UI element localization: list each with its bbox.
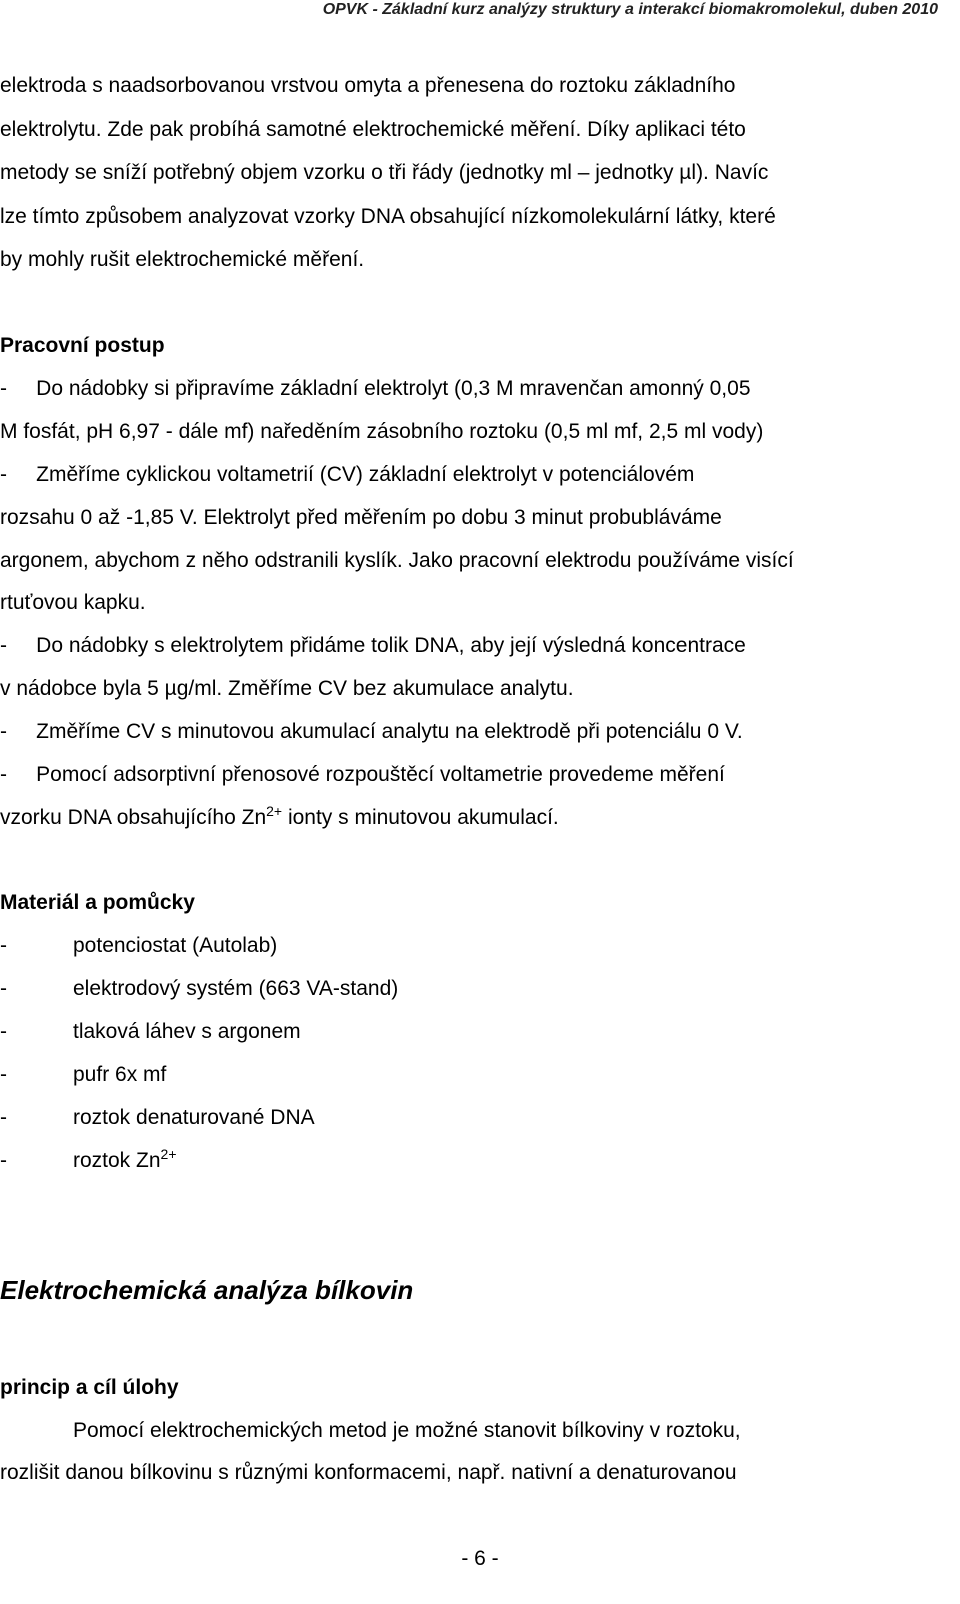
procedure-line-2: M fosfát, pH 6,97 - dále mf) naředěním zásobního roztoku (0,5 ml mf, 2,5 ml vody): [0, 420, 764, 443]
running-header: OPVK - Základní kurz analýzy struktury a interakcí biomakromolekul, duben 2010: [322, 1, 938, 18]
materials-item-6-text: roztok Zn: [73, 1149, 161, 1172]
materials-item-1: potenciostat (Autolab): [73, 934, 278, 957]
procedure-line-1: - Do nádobky si připravíme základní elektrolyt (0,3 M mravenčan amonný 0,05: [0, 377, 751, 400]
principle-line-2: rozlišit danou bílkovinu s různými konformacemi, např. nativní a denaturovanou: [0, 1461, 737, 1484]
procedure-line-8: v nádobce byla 5 µg/ml. Změříme CV bez akumulace analytu.: [0, 677, 574, 700]
zn-charge-superscript: 2+: [160, 1146, 177, 1162]
procedure-line-7: - Do nádobky s elektrolytem přidáme tolik DNA, aby její výsledná koncentrace: [0, 634, 746, 657]
intro-line-1: elektroda s naadsorbovanou vrstvou omyta a přenesena do roztoku základního: [0, 74, 736, 97]
procedure-line-4: rozsahu 0 až -1,85 V. Elektrolyt před měřením po dobu 3 minut probubláváme: [0, 506, 722, 529]
procedure-line-5: argonem, abychom z něho odstranili kyslík. Jako pracovní elektrodu používáme visící: [0, 549, 794, 572]
procedure-line-6: rtuťovou kapku.: [0, 591, 146, 614]
procedure-heading: Pracovní postup: [0, 334, 165, 357]
principle-line-1: Pomocí elektrochemických metod je možné stanovit bílkoviny v roztoku,: [73, 1419, 741, 1442]
materials-item-2: elektrodový systém (663 VA-stand): [73, 977, 399, 1000]
section-title: Elektrochemická analýza bílkovin: [0, 1275, 414, 1305]
list-dash: -: [0, 1106, 7, 1129]
list-dash: -: [0, 1063, 7, 1086]
procedure-last-text-end: ionty s minutovou akumulací.: [282, 806, 559, 829]
intro-line-3: metody se sníží potřebný objem vzorku o tři řády (jednotky ml – jednotky µl). Navíc: [0, 161, 769, 184]
list-dash: -: [0, 934, 7, 957]
list-dash: -: [0, 1149, 7, 1172]
materials-item-5: roztok denaturované DNA: [73, 1106, 315, 1129]
procedure-line-9: - Změříme CV s minutovou akumulací analytu na elektrodě při potenciálu 0 V.: [0, 720, 743, 743]
materials-heading: Materiál a pomůcky: [0, 891, 195, 914]
list-dash: -: [0, 977, 7, 1000]
materials-item-3: tlaková láhev s argonem: [73, 1020, 301, 1043]
intro-line-5: by mohly rušit elektrochemické měření.: [0, 248, 365, 271]
materials-item-4: pufr 6x mf: [73, 1063, 167, 1086]
intro-line-2: elektrolytu. Zde pak probíhá samotné elektrochemické měření. Díky aplikaci této: [0, 118, 746, 141]
procedure-line-10: - Pomocí adsorptivní přenosové rozpouštěcí voltametrie provedeme měření: [0, 763, 725, 786]
procedure-line-3: - Změříme cyklickou voltametrií (CV) základní elektrolyt v potenciálovém: [0, 463, 695, 486]
procedure-last-text: vzorku DNA obsahujícího Zn: [0, 806, 267, 829]
page-number: - 6 -: [461, 1547, 499, 1570]
principle-heading: princip a cíl úlohy: [0, 1376, 179, 1399]
materials-item-6: [73, 1147, 177, 1175]
intro-line-4: lze tímto způsobem analyzovat vzorky DNA obsahující nízkomolekulární látky, které: [0, 205, 776, 228]
zn-charge-superscript: 2+: [266, 803, 283, 819]
procedure-line-11: [0, 804, 559, 832]
list-dash: -: [0, 1020, 7, 1043]
